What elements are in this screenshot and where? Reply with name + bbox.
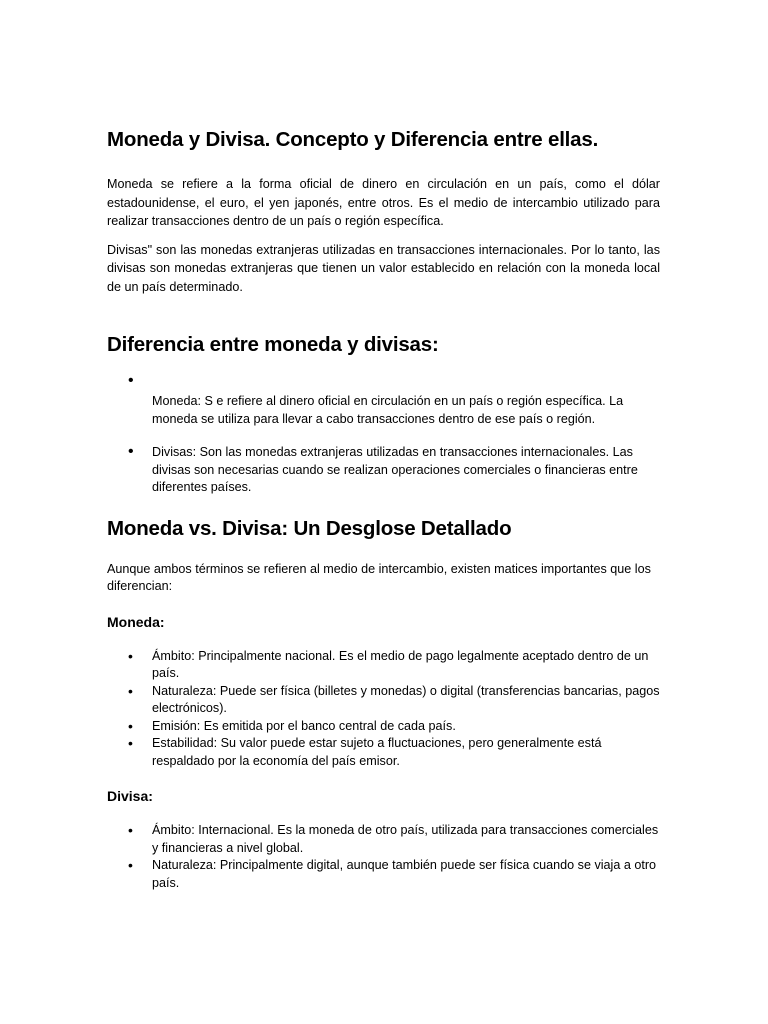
breakdown-heading: Moneda vs. Divisa: Un Desglose Detallado bbox=[107, 516, 512, 540]
list-item-text: Ámbito: Principalmente nacional. Es el medio de pago legalmente aceptado dentro de un país. bbox=[152, 648, 649, 680]
list-item bbox=[107, 718, 660, 736]
bullet-icon: • bbox=[128, 682, 133, 699]
bullet-icon: • bbox=[128, 717, 133, 734]
bullet-icon: • bbox=[128, 372, 134, 389]
list-item bbox=[107, 444, 660, 497]
list-item bbox=[107, 373, 660, 391]
list-item bbox=[107, 822, 660, 857]
list-item-text: Naturaleza: Principalmente digital, aunque también puede ser física cuando se viaja a otro país. bbox=[152, 858, 657, 890]
moneda-list bbox=[107, 648, 660, 771]
bullet-icon: • bbox=[128, 443, 134, 460]
list-item-text: Estabilidad: Su valor puede estar sujeto a fluctuaciones, pero generalmente está respaldado por la economía del país emisor. bbox=[152, 736, 602, 768]
list-item-text: Moneda: S e refiere al dinero oficial en circulación en un país o región específica. La moneda se utiliza para llevar a cabo transacciones dentro de ese país o región. bbox=[152, 394, 624, 426]
list-item bbox=[107, 393, 660, 428]
intro-paragraph-2: Divisas" son las monedas extranjeras utilizadas en transacciones internacionales. Por lo tanto, las divisas son monedas extranjeras que tienen un valor establecido en relación con la moneda local de un país determinado. bbox=[107, 242, 660, 294]
bullet-icon: • bbox=[128, 822, 133, 838]
list-item-text: Emisión: Es emitida por el banco central de cada país. bbox=[152, 718, 456, 733]
list-item-text: Naturaleza: Puede ser física (billetes y monedas) o digital (transferencias bancarias, pagos electrónicos). bbox=[152, 683, 660, 715]
document-title: Moneda y Divisa. Concepto y Diferencia entre ellas. bbox=[107, 128, 599, 151]
difference-heading: Diferencia entre moneda y divisas: bbox=[107, 333, 439, 356]
moneda-heading: Moneda: bbox=[107, 613, 165, 630]
difference-list bbox=[107, 373, 660, 497]
list-item bbox=[107, 683, 660, 718]
breakdown-intro: Aunque ambos términos se refieren al medio de intercambio, existen matices importantes que los diferencian: bbox=[107, 561, 651, 593]
list-item bbox=[107, 857, 660, 892]
divisa-heading: Divisa: bbox=[107, 788, 153, 804]
document-content bbox=[107, 128, 660, 892]
list-item-text: Ámbito: Internacional. Es la moneda de otro país, utilizada para transacciones comerciales y financieras a nivel global. bbox=[152, 823, 659, 855]
divisa-list bbox=[107, 822, 660, 892]
bullet-icon: • bbox=[128, 735, 133, 751]
bullet-icon: • bbox=[128, 647, 133, 664]
list-item bbox=[107, 735, 660, 770]
list-item bbox=[107, 648, 660, 683]
list-item-text: Divisas: Son las monedas extranjeras utilizadas en transacciones internacionales. Las divisas son necesarias cuando se realizan operaciones comerciales o financieras entre diferentes países. bbox=[152, 445, 638, 494]
bullet-icon: • bbox=[128, 857, 133, 873]
intro-paragraph-1: Moneda se refiere a la forma oficial de dinero en circulación en un país, como el dólar estadounidense, el euro, el yen japonés, entre otros. Es el medio de intercambio utilizado para realizar transacciones dentro de un país o región específica. bbox=[107, 177, 660, 228]
